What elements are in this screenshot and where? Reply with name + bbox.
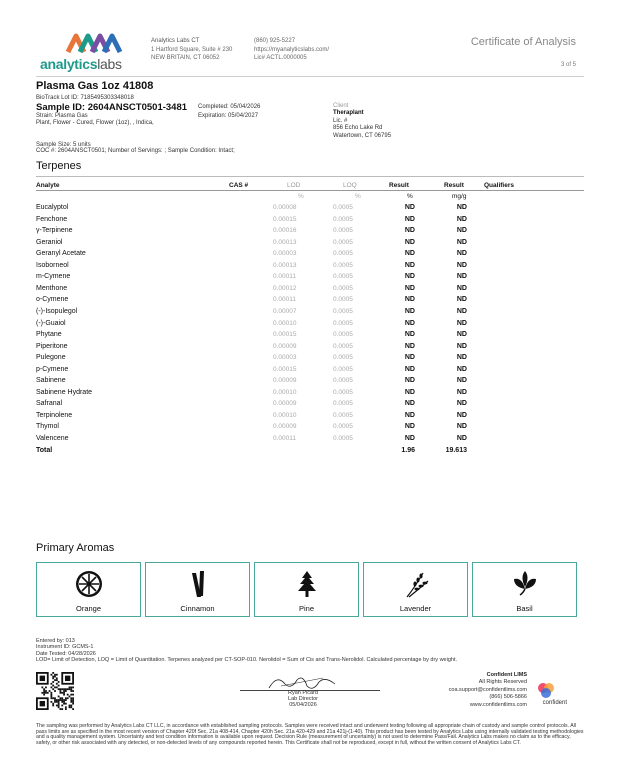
result-pct-cell: ND <box>404 365 415 373</box>
lavender-icon <box>401 569 431 599</box>
lab-license: Lic# ACTL.0000005 <box>254 55 307 62</box>
terpenes-divider <box>36 176 584 177</box>
result-mg-cell: ND <box>456 365 467 373</box>
analyte-cell: Geranyl Acetate <box>36 250 86 258</box>
analyte-cell: Total <box>36 446 53 454</box>
lod-cell: 0.00007 <box>273 307 297 315</box>
lab-address <box>151 37 232 63</box>
client-address1: 856 Echo Lake Rd <box>333 125 383 132</box>
lod-cell: 0.00015 <box>273 365 297 373</box>
result-mg-cell: ND <box>456 400 467 408</box>
signature-block <box>263 690 343 709</box>
loq-cell: 0.0005 <box>333 400 353 408</box>
col-analyte: Analyte <box>36 182 60 189</box>
lod-cell: 0.00015 <box>273 331 297 339</box>
loq-cell: 0.0005 <box>333 204 353 211</box>
analyte-cell: Phytane <box>36 331 62 339</box>
strain: Strain: Plasma Gas <box>36 113 88 119</box>
result-pct-cell: ND <box>404 331 415 339</box>
result-mg-cell: ND <box>456 411 467 419</box>
col-result-mg: Result <box>444 182 464 189</box>
loq-cell: 0.0005 <box>333 435 353 442</box>
table-row <box>36 365 584 377</box>
analyte-cell: Isoborneol <box>36 261 69 269</box>
lims-info <box>449 672 527 709</box>
result-mg-cell: ND <box>456 227 467 235</box>
result-pct-cell: ND <box>404 354 415 362</box>
analyte-cell: Geraniol <box>36 238 63 246</box>
cinnamon-icon <box>183 569 213 599</box>
sample-size: Sample Size: 5 units <box>36 142 91 148</box>
result-pct-cell: ND <box>404 411 415 419</box>
expiration-date: Expiration: 05/04/2027 <box>198 113 259 119</box>
logo-mark-icon <box>66 30 126 56</box>
loq-cell: 0.0005 <box>333 319 353 327</box>
result-mg-cell: ND <box>456 342 467 350</box>
table-row <box>36 353 584 365</box>
signature-mark <box>263 672 343 692</box>
result-pct-cell: ND <box>404 284 415 292</box>
table-row <box>36 238 584 250</box>
lod-cell: 0.00010 <box>273 319 297 327</box>
lims-email[interactable]: coa.support@confidentlims.com <box>448 686 527 693</box>
unit-lod: % <box>298 193 304 200</box>
result-mg-cell: ND <box>456 261 467 269</box>
col-cas: CAS # <box>229 182 249 189</box>
result-mg-cell: ND <box>456 273 467 281</box>
table-row <box>36 307 584 319</box>
col-loq: LOQ <box>343 182 357 189</box>
loq-cell: 0.0005 <box>333 273 353 281</box>
analyte-cell: Eucalyptol <box>36 204 69 211</box>
lod-cell: 0.00010 <box>273 411 297 419</box>
table-row <box>36 376 584 388</box>
result-pct-cell: ND <box>404 227 415 235</box>
client-label: Client <box>333 103 349 109</box>
result-mg-cell: ND <box>456 238 467 246</box>
analyte-cell: Piperitone <box>36 342 68 350</box>
loq-cell: 0.0005 <box>333 388 353 396</box>
loq-cell: 0.0005 <box>333 227 353 235</box>
analyte-cell: Pulegone <box>36 354 66 362</box>
table-row <box>36 434 584 446</box>
loq-cell: 0.0005 <box>333 284 353 292</box>
lod-cell: 0.00003 <box>273 354 297 362</box>
lod-cell: 0.00008 <box>273 204 297 211</box>
lod-cell: 0.00013 <box>273 238 297 246</box>
lod-cell: 0.00003 <box>273 250 297 258</box>
lab-name: Analytics Labs CT <box>151 38 200 44</box>
qr-code[interactable] <box>36 672 74 710</box>
unit-loq: % <box>355 193 361 200</box>
result-pct-cell: ND <box>404 261 415 269</box>
loq-cell: 0.0005 <box>333 423 353 431</box>
table-row <box>36 261 584 273</box>
result-pct-cell: ND <box>404 435 415 442</box>
table-row <box>36 342 584 354</box>
client-license: Lic. # <box>333 117 348 124</box>
result-pct-cell: ND <box>404 319 415 327</box>
analyte-cell: m-Cymene <box>36 273 71 281</box>
loq-cell: 0.0005 <box>333 250 353 258</box>
unit-result-mg: mg/g <box>452 193 467 200</box>
aroma-label: Cinnamon <box>180 604 215 613</box>
result-pct-cell: ND <box>404 273 415 281</box>
analyte-cell: Terpinolene <box>36 411 73 419</box>
lod-cell: 0.00009 <box>273 400 297 408</box>
aroma-label: Lavender <box>399 604 432 613</box>
aroma-label: Orange <box>75 604 102 613</box>
orange-slice-icon <box>74 569 104 599</box>
table-row <box>36 203 584 215</box>
table-row <box>36 226 584 238</box>
col-lod: LOD <box>287 182 301 189</box>
aroma-label: Pine <box>298 604 314 613</box>
lab-contact <box>254 37 329 63</box>
result-pct-cell: ND <box>404 204 415 211</box>
loq-cell: 0.0005 <box>333 307 353 315</box>
analytics-labs-logo <box>36 28 144 74</box>
client-block <box>333 103 391 140</box>
result-mg-cell: ND <box>456 319 467 327</box>
lod-cell: 0.00016 <box>273 227 297 235</box>
result-mg-cell: ND <box>456 435 467 442</box>
result-mg-cell: ND <box>456 423 467 431</box>
aroma-label: Basil <box>516 604 533 613</box>
coc-info: COC #: 2604ANSCT0501; Number of Servings: ; Sample Condition: Intact; <box>36 148 235 154</box>
loq-cell: 0.0005 <box>333 296 353 304</box>
analyte-cell: o-Cymene <box>36 296 69 304</box>
table-row <box>36 215 584 227</box>
loq-cell: 0.0005 <box>333 331 353 339</box>
result-mg-cell: ND <box>456 250 467 258</box>
aroma-card-orange <box>36 562 141 617</box>
lab-address-line1: 1 Hartford Square, Suite # 230 <box>151 46 233 53</box>
table-row <box>36 399 584 411</box>
client-address2: Watertown, CT 06795 <box>333 132 392 139</box>
analyte-cell: (-)-Guaiol <box>36 319 66 327</box>
col-result-pct: Result <box>389 182 409 189</box>
test-notes <box>36 638 457 664</box>
analyte-cell: Thymol <box>36 423 59 431</box>
analyte-cell: Menthone <box>36 284 68 292</box>
lod-cell: 0.00011 <box>273 296 297 304</box>
table-row <box>36 330 584 342</box>
analyte-cell: Fenchone <box>36 215 68 223</box>
col-qualifiers: Qualifiers <box>484 182 514 189</box>
aroma-card-lavender <box>363 562 468 617</box>
logo-wordmark: analyticslabs <box>40 56 122 72</box>
lod-cell: 0.00010 <box>273 388 297 396</box>
instrument-id: Instrument ID: GCMS-1 <box>36 644 94 651</box>
loq-cell: 0.0005 <box>333 365 353 373</box>
lab-address-line2: NEW BRITAIN, CT 06052 <box>151 55 220 62</box>
confident-wordmark: confident <box>542 700 567 706</box>
lims-url[interactable]: www.confidentlims.com <box>469 701 527 708</box>
header-divider <box>36 76 584 77</box>
result-pct-cell: ND <box>404 400 415 408</box>
aroma-card-cinnamon <box>145 562 250 617</box>
lims-name: Confident LIMS <box>486 672 527 678</box>
confident-logo-icon <box>531 680 563 700</box>
table-row <box>36 272 584 284</box>
lod-cell: 0.00011 <box>273 435 297 442</box>
loq-cell: 0.0005 <box>333 377 353 385</box>
lod-cell: 0.00009 <box>273 377 297 385</box>
loq-cell: 0.0005 <box>333 238 353 246</box>
entered-by: Entered by: 013 <box>36 638 75 644</box>
result-mg-cell: ND <box>456 331 467 339</box>
result-pct-cell: ND <box>404 238 415 246</box>
result-pct-cell: ND <box>404 296 415 304</box>
document-title: Certificate of Analysis <box>470 36 576 48</box>
result-mg-cell: ND <box>456 204 467 211</box>
table-row <box>36 411 584 423</box>
aromas-row <box>36 562 577 617</box>
header <box>36 28 584 74</box>
table-header-rule <box>36 190 584 191</box>
matrix: Plant, Flower - Cured, Flower (1oz), , Indica, <box>36 120 154 126</box>
completed-date: Completed: 05/04/2026 <box>198 104 261 110</box>
aroma-card-pine <box>254 562 359 617</box>
table-row <box>36 422 584 434</box>
result-mg-cell: ND <box>456 377 467 385</box>
page-number: 3 of 5 <box>560 62 576 68</box>
table-row <box>36 319 584 331</box>
client-name: Theraplant <box>333 110 364 117</box>
result-pct-cell: ND <box>404 388 415 396</box>
analyte-cell: (-)-Isopulegol <box>36 307 78 315</box>
lod-cell: 0.00015 <box>273 215 297 223</box>
basil-icon <box>510 569 540 599</box>
result-pct-cell: ND <box>404 423 415 431</box>
loq-cell: 0.0005 <box>333 342 353 350</box>
analyte-cell: Safranal <box>36 400 63 408</box>
table-row <box>36 388 584 400</box>
biotrack-lot-id: BioTrack Lot ID: 7185495303348018 <box>36 95 134 101</box>
lod-cell: 0.00012 <box>273 284 297 292</box>
unit-result-pct: % <box>407 193 413 200</box>
lod-cell: 0.00011 <box>273 273 297 281</box>
lims-phone: (866) 506-5866 <box>489 694 527 701</box>
table-row <box>36 284 584 296</box>
table-row <box>36 446 584 458</box>
loq-cell: 0.0005 <box>333 354 353 362</box>
analyte-cell: Sabinene Hydrate <box>36 388 93 396</box>
pine-tree-icon <box>292 569 322 599</box>
lod-cell: 0.00009 <box>273 342 297 350</box>
analyte-cell: γ-Terpinene <box>36 227 73 235</box>
result-pct-cell: 1.96 <box>401 446 415 454</box>
product-name: Plasma Gas 1oz 41808 <box>36 80 154 92</box>
loq-cell: 0.0005 <box>333 411 353 419</box>
analyte-cell: p-Cymene <box>36 365 69 373</box>
lod-cell: 0.00013 <box>273 261 297 269</box>
lod-cell: 0.00009 <box>273 423 297 431</box>
definitions: LOD= Limit of Detection, LOQ = Limit of Quantitation. Terpenes analyzed per CT-SOP-010. Nerolidol = Sum of Cis and Trans-Nerolidol. Calculated percentage by dry weight. <box>36 657 458 664</box>
result-pct-cell: ND <box>404 342 415 350</box>
analyte-cell: Sabinene <box>36 377 66 385</box>
loq-cell: 0.0005 <box>333 215 353 223</box>
table-row <box>36 249 584 261</box>
loq-cell: 0.0005 <box>333 261 353 269</box>
result-mg-cell: ND <box>456 354 467 362</box>
result-mg-cell: ND <box>456 284 467 292</box>
lab-url[interactable]: https://myanalyticslabs.com/ <box>254 46 330 53</box>
result-mg-cell: ND <box>456 296 467 304</box>
table-row <box>36 295 584 307</box>
lab-phone: (860) 925-5227 <box>254 38 296 44</box>
aroma-card-basil <box>472 562 577 617</box>
analyte-cell: Valencene <box>36 435 69 442</box>
signer-name: Ryan Picard <box>288 690 318 696</box>
result-mg-cell: 19.613 <box>445 446 467 454</box>
terpenes-title: Terpenes <box>36 160 82 172</box>
result-pct-cell: ND <box>404 250 415 258</box>
result-pct-cell: ND <box>404 215 415 223</box>
date-tested: Date Tested: 04/28/2026 <box>36 650 96 657</box>
disclaimer: The sampling was performed by Analytics Labs CT LLC, in accordance with established sampling protocols. Samples were received intact and underwent testing following all appropriate chain of custody and sample control protocols. All pass limits are as specified in the most recent version of Chapter 420f Sec. 21a 408-414, Chapter 420h Sec. 21a 420-429 and 21a 421j-(1-40). This product has been tested by Analytics Labs using internally validated testing methodologies and a quality management system. Uncertainty and test condition information is available upon request. Decision Rule (measurement of uncertainty) is not used to determine Pass/Fail. Analytics Labs makes no claim as to the efficacy, safety, or other risk associated with any detected, or non-detected levels of any compounds reported herein. This Certificate shall not be reproduced, except in full, without the written consent of Analytics Labs CT. <box>36 723 584 746</box>
result-mg-cell: ND <box>456 307 467 315</box>
signature-date: 05/04/2026 <box>289 702 317 709</box>
lims-rights: All Rights Reserved <box>478 679 527 686</box>
aromas-title: Primary Aromas <box>36 542 115 554</box>
result-pct-cell: ND <box>404 307 415 315</box>
result-mg-cell: ND <box>456 215 467 223</box>
result-pct-cell: ND <box>404 377 415 385</box>
result-mg-cell: ND <box>456 388 467 396</box>
sample-id: Sample ID: 2604ANSCT0501-3481 <box>36 102 188 113</box>
signer-title: Lab Director <box>288 696 318 703</box>
